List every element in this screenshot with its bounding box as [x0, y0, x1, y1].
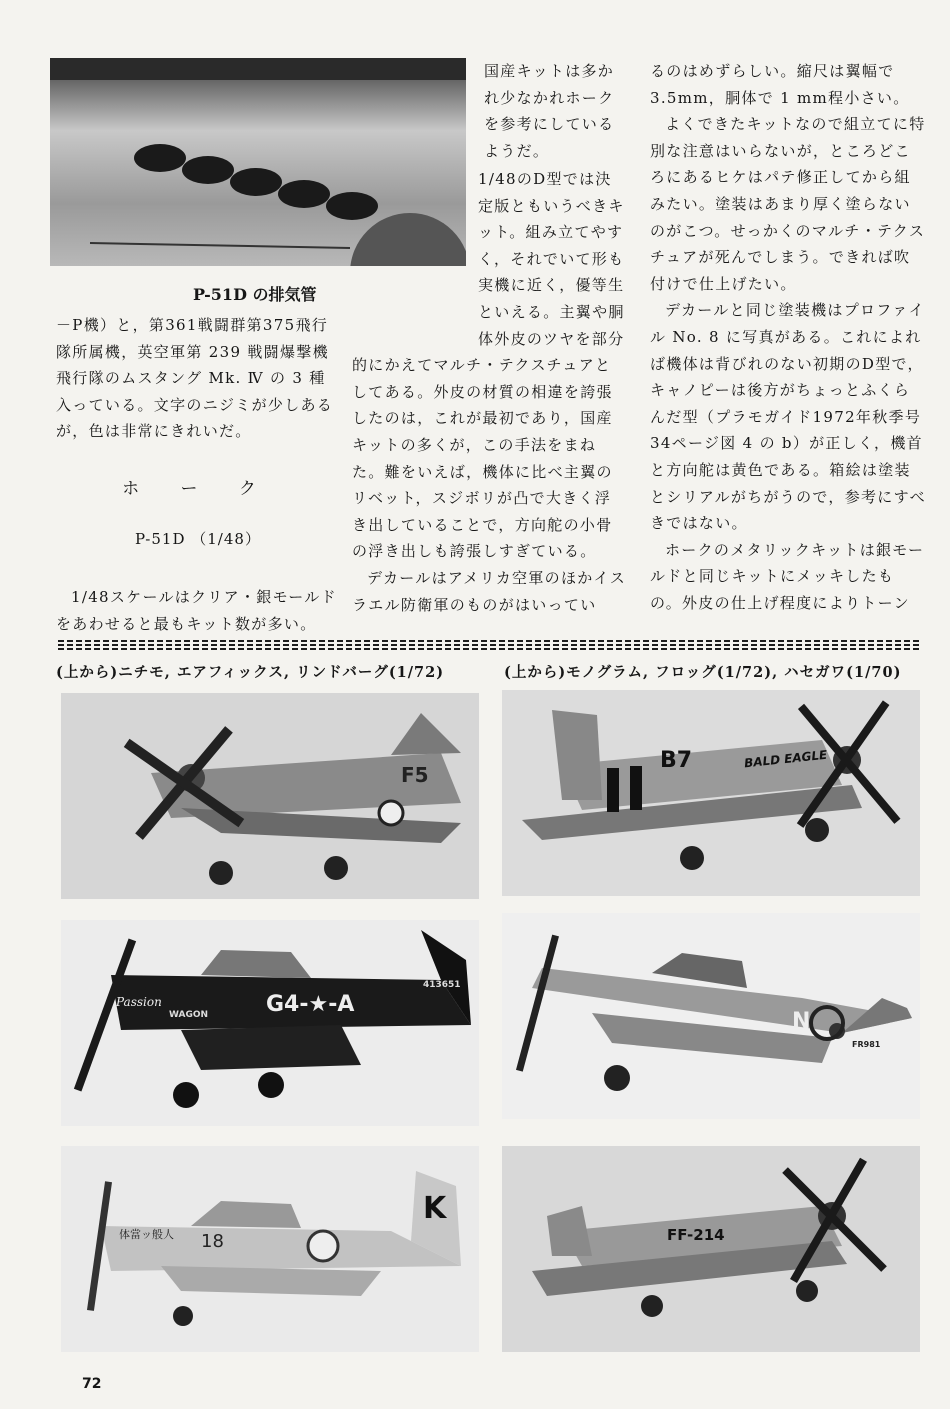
col3-paragraph-1: るのはめずらしい。縮尺は翼幅で 3.5mm，胴体で 1 mm程小さい。 [650, 62, 910, 107]
left-model-photo-3 [61, 1146, 479, 1352]
left3-tail-letter: K [423, 1191, 447, 1226]
left2-wagon: WAGON [169, 1010, 209, 1020]
text-column-2 [352, 166, 626, 618]
right1-code: B7 [660, 748, 693, 773]
text-column-3 [650, 58, 926, 616]
text-column-1 [56, 312, 340, 445]
left2-nose-name: Passion [116, 995, 162, 1009]
right2-serial: FR981 [852, 1040, 881, 1049]
right3-code: FF-214 [667, 1226, 725, 1244]
text-column-1-lower [56, 584, 340, 637]
left3-number: 18 [201, 1231, 224, 1252]
section-divider [58, 640, 920, 650]
col1-paragraph-2: 1/48スケールはクリア・銀モールドをあわせると最もキット数が多い。 [56, 588, 337, 633]
left-model-photo-1 [61, 693, 479, 899]
right1-name: BALD EAGLE [743, 747, 828, 771]
page-number: 72 [82, 1376, 102, 1392]
right-model-photo-1 [502, 690, 920, 896]
col3-paragraph-2: よくできたキットなので組立てに特別な注意はいらないが，ところどころにあるヒケはパテ修正してから組みたい。塗装はあまり厚く塗らないのがこつ。せっかくのマルチ・テクスチュアが死んでしまう。できれば吹付けで仕上げたい。 [650, 115, 926, 293]
col2-paragraph-2: 1/48のD型では決定版ともいうべきキット。組み立てやすく，それでいて形も実機に近く，優等生といえる。主翼や胴体外皮のツヤを部分的にかえてマルチ・テクスチュアとしてある。外皮の材質の相違を誇張したのは，これが最初であり，国産キットの多くが，この手法をまねた。難をいえば，機体に比べ主翼のリベット，スジボリが凸で大きく浮き出していることで，方向舵の小骨の浮き出しも誇張しすぎている。 [352, 170, 625, 561]
col2-paragraph-1: 国産キットは多かれ少なかれホークを参考にしているようだ。 [484, 62, 615, 160]
section-heading: ホ ー ク [122, 479, 274, 499]
left2-tail-serial: 413651 [423, 980, 461, 990]
left1-tail-code: F5 [401, 763, 429, 787]
col3-paragraph-3: デカールと同じ塗装機はプロファイル No. 8 に写真がある。これによれば機体は背びれのない初期のD型で，キャノピーは後方がちょっとふくらんだ型（プラモガイド1972年秋季号34ページ図 4 の b）が正しく，機首と方向舵は黄色である。箱絵は塗装とシリアルがちがうので，参考にすべきではない。 [650, 301, 926, 533]
right-model-photo-2 [502, 913, 920, 1119]
left3-nose-text: 体當ッ般人 [119, 1228, 174, 1241]
left-gallery-caption: (上から)ニチモ, エアフィックス, リンドバーグ(1/72) [56, 664, 445, 681]
right-gallery-caption: (上から)モノグラム, フロッグ(1/72), ハセガワ(1/70) [504, 664, 902, 681]
kit-subheading: P-51D （1/48） [135, 530, 261, 548]
text-column-2-narrow [484, 58, 626, 164]
left-model-photo-2 [61, 920, 479, 1126]
left2-fuselage-code: G4-★-A [266, 992, 355, 1017]
right-model-photo-3 [502, 1146, 920, 1352]
col1-paragraph-1: －P機）と，第361戦闘群第375飛行隊所属機，英空軍第 239 戦闘爆撃機飛行隊のムスタング Mk. Ⅳ の 3 種入っている。文字のニジミが少しあるが，色は非常にきれいだ。 [56, 316, 334, 441]
col2-paragraph-3: デカールはアメリカ空軍のほかイスラエル防衛軍のものがはいってい [352, 568, 627, 614]
col3-paragraph-4: ホークのメタリックキットは銀モールドと同じキットにメッキしたもの。外皮の仕上げ程度によりトーン [650, 540, 925, 612]
exhaust-photo-caption: P-51D の排気管 [193, 285, 317, 304]
right2-code: N [792, 1009, 811, 1034]
